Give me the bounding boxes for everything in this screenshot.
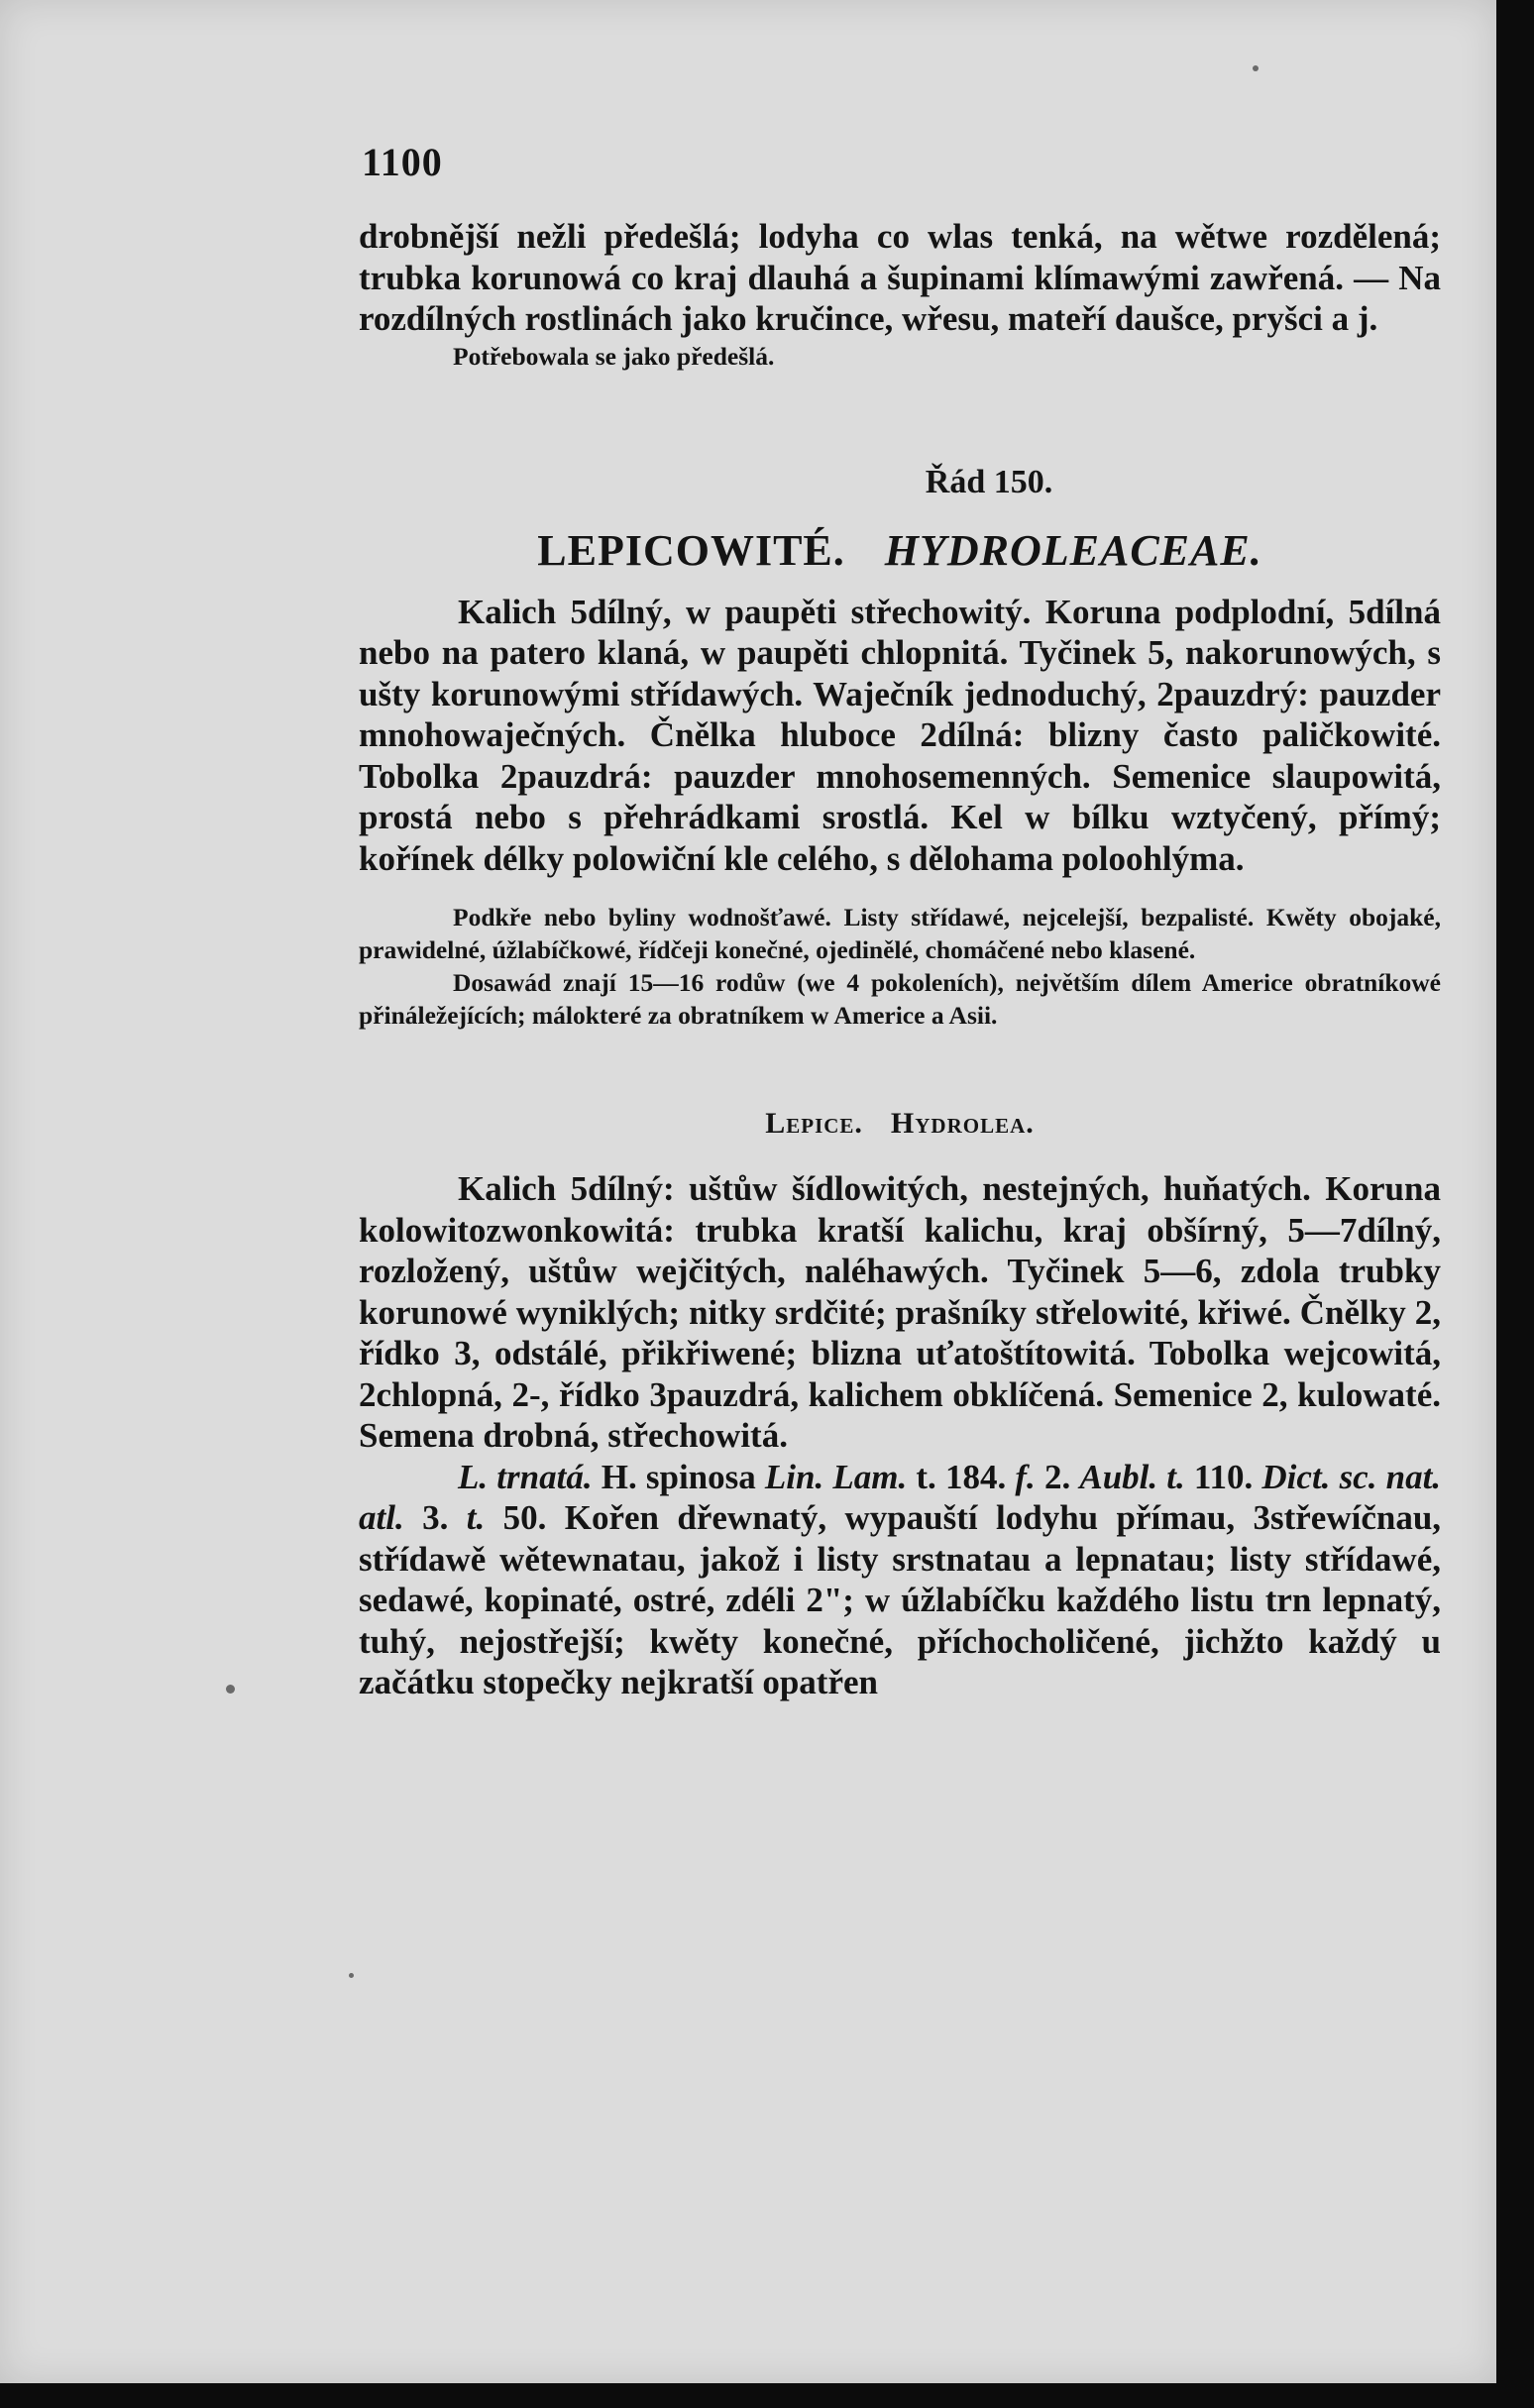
order-heading: Řád 150. bbox=[925, 463, 1053, 500]
ref-part-5: 50. bbox=[502, 1498, 547, 1537]
paper-speck bbox=[349, 1973, 354, 1978]
ref-fig: f. bbox=[1015, 1457, 1036, 1496]
family-description: Kalich 5dílný, w paupěti střechowitý. Koruna podplodní, 5dílná nebo na patero klaná, w paupěti chlopnitá. Tyčinek 5, nakorunowých, s ušty korunowými střídawých. Waječník jednoduchý, 2pauzdrý: pauzder mnohowaječných. Čnělka hluboce 2dílná: blizny často paličkowité. Tobolka 2pauzdrá: pauzder mnohosemenných. Semenice slaupowitá, prostá nebo s přehrádkami srostlá. Kel w bílku wztyčený, přímý; kořínek délky polowiční kle celého, s dělohama poloohlýma. bbox=[359, 592, 1441, 878]
paper-speck bbox=[226, 1685, 235, 1694]
species-name-czech: L. trnatá. bbox=[458, 1457, 593, 1496]
family-note-distribution: Dosawád znají 15—16 rodůw (we 4 pokoleních), největším dílem Americe obratníkowé přináležejících; málokteré za obratníkem w Americe a Asii. bbox=[359, 968, 1441, 1030]
intro-note: Potřebowala se jako předešlá. bbox=[453, 341, 775, 371]
family-name-czech: LEPICOWITÉ. bbox=[537, 525, 845, 575]
ref-part-3: 110. bbox=[1193, 1457, 1254, 1496]
ref-part-2: 2. bbox=[1043, 1457, 1071, 1496]
ref-author-1: Lin. Lam. bbox=[764, 1457, 908, 1496]
paper-speck bbox=[1253, 65, 1259, 71]
page-content bbox=[359, 216, 1441, 1703]
genus-description: Kalich 5dílný: uštůw šídlowitých, nestejných, huňatých. Koruna kolowitozwonkowitá: trubka kratší kalichu, kraj obšírný, 5—7dílný, rozložený, uštůw wejčitých, naléhawých. Tyčinek 5—6, zdola trubky korunowé wyniklých; nitky srdčité; prašníky střelowité, křiwé. Čnělky 2, řídko 3, odstálé, přikřiwené; blizna uťatoštítowitá. Tobolka wejcowitá, 2chlopná, 2-, řídko 3pauzdrá, kalichem obklíčená. Semenice 2, kulowaté. Semena drobná, střechowitá. bbox=[359, 1169, 1441, 1455]
family-note-habit: Podkře nebo byliny wodnošťawé. Listy střídawé, nejcelejší, bezpalisté. Kwěty obojaké, prawidelné, úžlabíčkowé, řídčeji konečné, ojedinělé, chomáčené nebo klasené. bbox=[359, 903, 1441, 964]
species-description: Kořen dřewnatý, wypauští lodyhu přímau, 3střewíčnau, střídawě wětewnatau, jakož i listy srstnatau a lepnatau; listy střídawé, sedawé, kopinaté, ostré, zdéli 2"; w úžlabíčku každého listu trn lepnatý, tuhý, nejostřejší; kwěty konečné, příchocholičené, jichžto každý u začátku stopečky nejkratší opatřen bbox=[359, 1498, 1442, 1701]
page-number: 1100 bbox=[362, 140, 443, 184]
family-notes bbox=[359, 901, 1441, 1032]
ref-part-1: t. 184. bbox=[916, 1457, 1007, 1496]
ref-part-4: 3. bbox=[422, 1498, 449, 1537]
genus-name-czech: Lepice. bbox=[765, 1107, 863, 1140]
ref-author-2: Aubl. t. bbox=[1079, 1457, 1185, 1496]
genus-heading bbox=[359, 1107, 1441, 1141]
intro-paragraph: drobnější nežli předešlá; lodyha co wlas tenká, na wětwe rozdělená; trubka korunowá co kraj dlauhá a šupinami klímawými zawřená. — Na rozdílných rostlinách jako kručince, wřesu, mateří daušce, pryšci a j. bbox=[359, 217, 1441, 338]
species-entry bbox=[359, 1457, 1441, 1703]
genus-name-latin: Hydrolea. bbox=[890, 1107, 1035, 1140]
species-name-latin: H. spinosa bbox=[601, 1457, 756, 1496]
ref-t: t. bbox=[466, 1498, 486, 1537]
family-heading bbox=[359, 525, 1441, 576]
family-name-latin: HYDROLEACEAE. bbox=[884, 525, 1262, 575]
ref-dict: Dict. sc. nat. atl. bbox=[359, 1457, 1442, 1537]
